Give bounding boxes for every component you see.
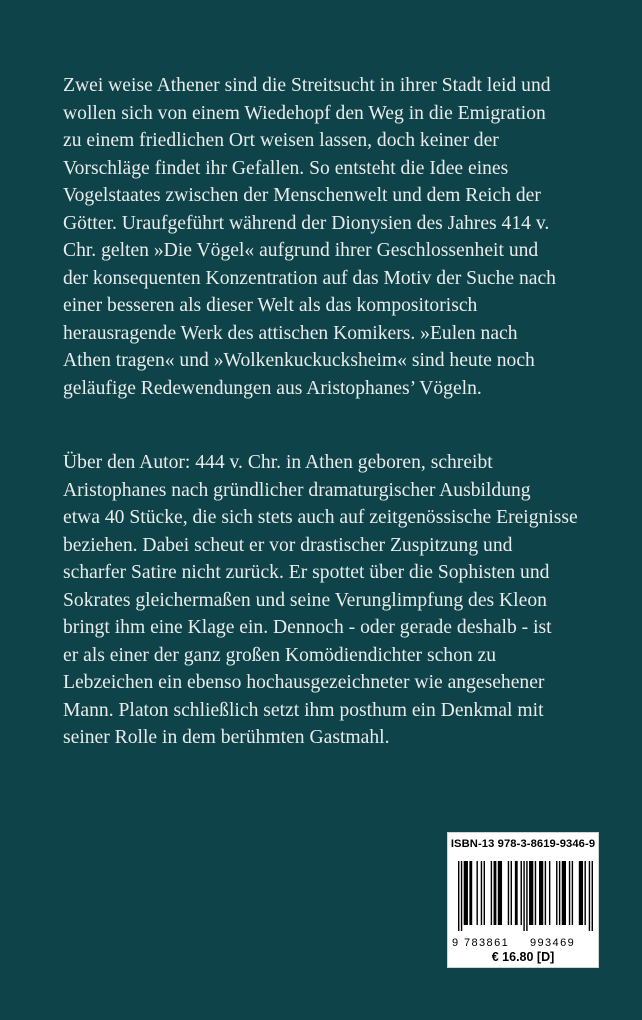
barcode-guard-bar — [592, 861, 593, 931]
barcode-bars — [458, 861, 593, 931]
blurb-paragraph-author — [63, 449, 588, 752]
barcode-guard-bar — [458, 861, 459, 931]
barcode-guard-bar — [526, 861, 527, 931]
text-line: bringt ihm eine Klage ein. Dennoch - oder gerade deshalb - ist — [63, 617, 552, 638]
text-line: er als einer der ganz großen Komödiendichter schon zu — [63, 644, 497, 666]
text-line: geläufige Redewendungen aus Aristophanes’ Vögeln. — [63, 377, 482, 399]
ean-right-digits: 993469 — [530, 937, 576, 949]
barcode-bar — [476, 861, 477, 925]
barcode-bar — [549, 861, 550, 925]
text-line: Mann. Platon schließlich setzt ihm posthum ein Denkmal mit — [63, 699, 544, 721]
barcode-guard-bar — [523, 861, 524, 931]
ean-first-digit: 9 — [452, 937, 459, 949]
barcode-bar — [545, 861, 546, 925]
barcode-guard-bar — [461, 861, 462, 931]
text-line: Vorschläge findet ihr Gefallen. So entsteht die Idee eines — [63, 157, 509, 179]
text-line: Athen tragen« und »Wolkenkuckucksheim« sind heute noch — [63, 350, 535, 371]
text-line: zu einem friedlichen Ort weisen lassen, doch keiner der — [63, 130, 499, 151]
barcode-bar — [539, 861, 543, 925]
barcode-bar — [521, 861, 522, 925]
barcode-bar — [508, 861, 509, 925]
ean-left-digits: 783861 — [464, 937, 510, 949]
text-line: scharfer Satire nicht zurück. Er spottet über die Sophisten und — [63, 562, 550, 583]
barcode-bar — [529, 861, 533, 925]
barcode-bar — [511, 861, 512, 925]
barcode-bar — [491, 861, 492, 925]
barcode-bar — [498, 861, 502, 925]
text-line: Zwei weise Athener sind die Streitsucht in ihrer Stadt leid und — [63, 75, 551, 96]
barcode-bar — [572, 861, 573, 925]
isbn-barcode-label — [447, 832, 599, 968]
text-line: beziehen. Dabei scheut er vor drastischer Zuspitzung und — [63, 534, 513, 556]
barcode-bar — [579, 861, 583, 925]
barcode-bar — [535, 861, 536, 925]
barcode-bar — [464, 861, 468, 925]
barcode-bar — [559, 861, 560, 925]
barcode-bar — [562, 861, 566, 925]
barcode-guard-bar — [589, 861, 590, 931]
barcode-bar — [556, 861, 557, 925]
barcode-bar — [469, 861, 472, 925]
text-line: herausragende Werk des attischen Komikers. »Eulen nach — [63, 322, 518, 344]
text-line: Aristophanes nach gründlicher dramaturgischer Ausbildung — [63, 479, 531, 501]
text-line: Vogelstaates zwischen der Menschenwelt und dem Reich der — [63, 185, 541, 206]
text-line: Lebzeichen ein ebenso hochausgezeichneter wie angesehener — [63, 672, 545, 693]
text-line: seiner Rolle in dem berühmten Gastmahl. — [63, 727, 390, 748]
price-label: € 16.80 [D] — [491, 950, 555, 964]
barcode-bar — [584, 861, 585, 925]
text-line: Chr. gelten »Die Vögel« aufgrund ihrer Geschlossenheit und — [63, 240, 539, 261]
blurb-paragraph-summary — [63, 72, 588, 402]
barcode-bar — [484, 861, 485, 925]
barcode-bar — [494, 861, 497, 925]
isbn-number: ISBN-13 978-3-8619-9346-9 — [450, 838, 596, 850]
barcode-bar — [481, 861, 482, 925]
text-line: Sokrates gleichermaßen und seine Verunglimpfung des Kleon — [63, 589, 547, 611]
barcode-bar — [515, 861, 518, 925]
text-line: Götter. Uraufgeführt während der Dionysien des Jahres 414 v. — [63, 212, 550, 234]
text-line: Über den Autor: 444 v. Chr. in Athen geboren, schreibt — [63, 452, 493, 473]
text-line: etwa 40 Stücke, die sich stets auch auf zeitgenössische Ereignisse — [63, 507, 578, 528]
text-line: wollen sich von einem Wiedehopf den Weg in die Emigration — [63, 102, 546, 124]
barcode-bar — [569, 861, 570, 925]
text-line: der konsequenten Konzentration auf das Motiv der Suche nach — [63, 267, 556, 289]
text-line: einer besseren als dieser Welt als das kompositorisch — [63, 295, 478, 316]
